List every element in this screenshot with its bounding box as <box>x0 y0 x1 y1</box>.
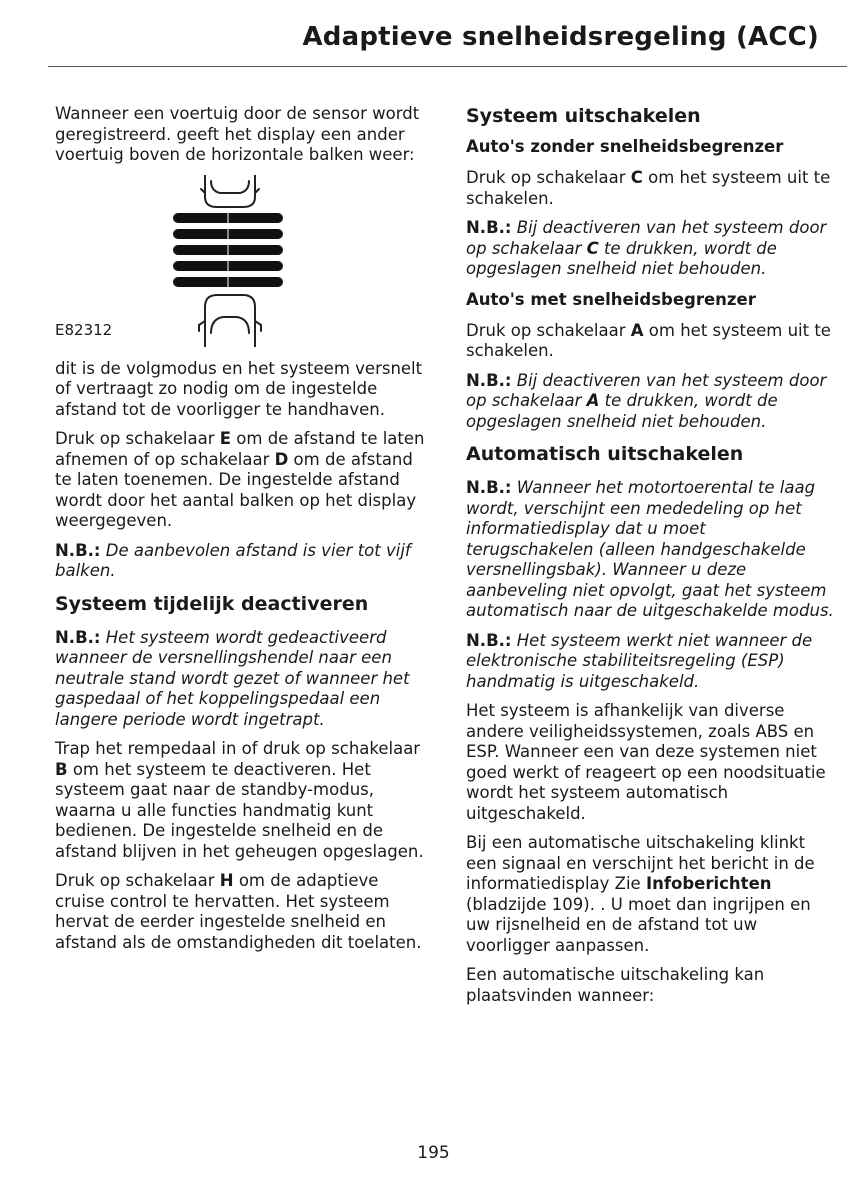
left-column <box>55 104 427 962</box>
can-occur-paragraph: Een automatische uitschakeling kan plaatsvinden wanneer: <box>466 965 765 1005</box>
follow-mode-paragraph: dit is de volgmodus en het systeem versnelt of vertraagt zo nodig om de ingestelde afstand tot de voorligger te handhaven. <box>55 358 423 419</box>
infoberichten-link[interactable]: Infoberichten <box>645 874 772 893</box>
note-recommended-distance: N.B.: De aanbevolen afstand is vier tot vijf balken. <box>55 540 411 580</box>
note-switch-a: N.B.: Bij deactiveren van het systeem door op schakelaar A te drukken, wordt de opgeslagen snelheid niet behouden. <box>466 370 827 431</box>
switch-c-label: C <box>630 168 643 187</box>
switch-e-label: E <box>219 429 232 448</box>
note-deactivated-neutral: N.B.: Het systeem wordt gedeactiveerd wanneer de versnellingshendel naar een neutrale stand wordt gezet of wanneer het gaspedaal of het koppelingspedaal een langere periode wordt ingetrapt. <box>55 627 410 729</box>
brake-paragraph: Trap het rempedaal in of druk op schakelaar B om het systeem te deactiveren. Het systeem gaat naar de standby-modus, waarna u alle functies handmatig kunt bedienen. De ingestelde snelheid en de afstand blijven in het geheugen opgeslagen. <box>55 739 424 861</box>
own-vehicle-icon <box>199 295 261 347</box>
heading-automatic-off: Automatisch uitschakelen <box>466 443 744 465</box>
follow-mode-figure <box>55 175 427 347</box>
page-number: 195 <box>417 1143 450 1163</box>
resume-paragraph: Druk op schakelaar H om de adaptieve cruise control te hervatten. Het systeem hervat de eerder ingestelde snelheid en afstand als de omstandigheden dit toelaten. <box>55 871 422 952</box>
heading-system-off: Systeem uitschakelen <box>466 105 701 127</box>
switch-h-label: H <box>219 871 234 890</box>
note-engine-speed: N.B.: Wanneer het motortoerental te laag wordt, verschijnt een mededeling op het informatiedisplay dat u moet terugschakelen (alleen handgeschakelde versnellingsbak). Wanneer u deze aanbeveling niet opvolgt, gaat het systeem automatisch naar de uitgeschakelde modus. <box>466 478 834 620</box>
heading-with-speed-limiter: Auto's met snelheidsbegrenzer <box>466 289 756 309</box>
distance-bars <box>173 211 283 289</box>
heading-without-speed-limiter: Auto's zonder snelheidsbegrenzer <box>466 137 784 156</box>
note-switch-c: N.B.: Bij deactiveren van het systeem door op schakelaar C te drukken, wordt de opgeslagen snelheid niet behouden. <box>466 218 827 278</box>
press-c-paragraph: Druk op schakelaar C om het systeem uit te schakelen. <box>466 168 831 208</box>
switch-a-label: A <box>630 320 644 340</box>
following-vehicle-illustration <box>165 175 345 347</box>
auto-off-paragraph: Bij een automatische uitschakeling klinkt een signaal en verschijnt het bericht in de informatiedisplay Zie Infoberichten (bladzijde 109). . U moet dan ingrijpen en uw rijsnelheid en de afstand tot uw voorligger aanpassen. <box>466 833 815 955</box>
lead-vehicle-icon <box>201 175 259 207</box>
press-a-paragraph: Druk op schakelaar A om het systeem uit te schakelen. <box>466 320 831 360</box>
right-column <box>466 104 838 1015</box>
figure-code: E82312 <box>55 321 113 339</box>
page-header <box>0 0 867 68</box>
distance-paragraph: Druk op schakelaar E om de afstand te laten afnemen of op schakelaar D om de afstand te laten toenemen. De ingestelde afstand wordt door het aantal balken op het display weergegeven. <box>55 429 425 530</box>
intro-paragraph: Wanneer een voertuig door de sensor wordt geregistreerd. geeft het display een ander voertuig boven de horizontale balken weer: <box>55 104 420 164</box>
dependency-paragraph: Het systeem is afhankelijk van diverse andere veiligheidssystemen, zoals ABS en ESP. Wanneer een van deze systemen niet goed werkt of reageert op een noodsituatie wordt het systeem automatisch uitgeschakeld. <box>466 701 826 823</box>
page-title: Adaptieve snelheidsregeling (ACC) <box>302 22 819 52</box>
header-rule <box>48 66 847 67</box>
switch-b-label: B <box>55 759 68 779</box>
heading-temporary-deactivation: Systeem tijdelijk deactiveren <box>55 592 369 615</box>
note-esp: N.B.: Het systeem werkt niet wanneer de elektronische stabiliteitsregeling (ESP) handmatig is uitgeschakeld. <box>466 630 813 691</box>
switch-d-label: D <box>274 449 289 469</box>
